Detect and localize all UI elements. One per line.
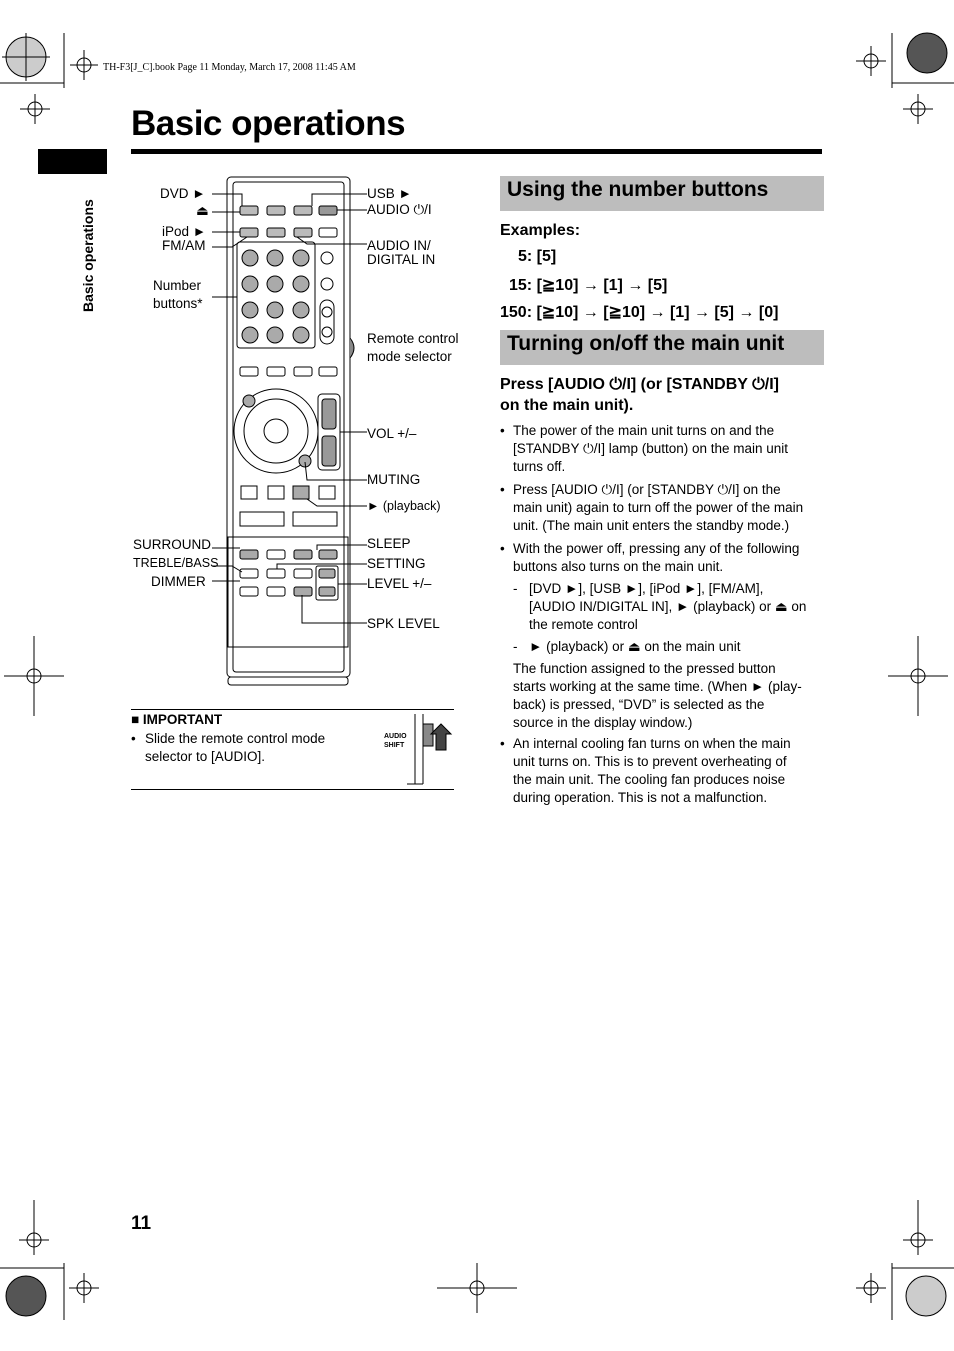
label-muting: MUTING: [367, 472, 421, 487]
label-dvd: DVD ►: [160, 186, 206, 201]
label-audio-in: AUDIO IN/: [367, 238, 431, 253]
label-treble-bass: TREBLE/BASS: [133, 556, 219, 570]
function-paragraph: The function assigned to the pressed button starts working at the same time. (When ► (play- back) is pressed, “DVD” is selected as the source in the display window.): [513, 661, 802, 730]
mode-switch-diagram: [405, 712, 455, 788]
label-mode-selector: mode selector: [367, 349, 452, 364]
side-tab-label: Basic operations: [80, 199, 96, 312]
label-usb: USB ►: [367, 186, 412, 201]
page-number: 11: [131, 1213, 152, 1234]
important-top-rule: [131, 709, 454, 710]
label-surround: SURROUND: [133, 537, 212, 552]
label-fm-am: FM/AM: [162, 238, 206, 253]
label-level: LEVEL +/–: [367, 576, 432, 591]
label-vol: VOL +/–: [367, 426, 417, 441]
example-5: 5: [5]: [518, 248, 557, 265]
bullet-any-button: • With the power off, pressing any of the following buttons also turns on the main unit.: [500, 541, 800, 574]
switch-label: AUDIO SHIFT: [384, 733, 407, 749]
label-eject: ⏏: [196, 203, 209, 218]
label-ipod: iPod ►: [162, 224, 207, 239]
label-audio-power: AUDIO ⏻/I: [367, 202, 432, 217]
label-remote-control: Remote control: [367, 331, 459, 346]
side-tab-block: [38, 149, 107, 174]
registration-mark-top-left: [0, 33, 64, 88]
registration-mark-bottom-right: [892, 1263, 954, 1320]
label-number: Number: [153, 278, 202, 293]
label-buttons: buttons*: [153, 296, 203, 311]
page-title: Basic operations: [131, 104, 406, 143]
label-digital-in: DIGITAL IN: [367, 252, 436, 267]
bullet-power-on: • The power of the main unit turns on and the [STANDBY ⏻/I] lamp (button) on the main unit turns off.: [500, 423, 789, 474]
example-150: 150: [≧10] → [≧10] → [1] → [5] → [0]: [500, 304, 779, 321]
registration-mark-bottom-left: [0, 1263, 64, 1320]
section-heading-power: Turning on/off the main unit: [500, 330, 824, 365]
important-bottom-rule: [131, 789, 454, 790]
label-playback: ► (playback): [367, 499, 441, 513]
label-sleep: SLEEP: [367, 536, 411, 551]
examples-label: Examples:: [500, 222, 581, 239]
example-15: 15: [≧10] → [1] → [5]: [509, 277, 668, 294]
press-instruction: Press [AUDIO ⏻/I] (or [STANDBY ⏻/I] on the main unit).: [500, 376, 779, 414]
print-header-info: TH-F3[J_C].book Page 11 Monday, March 17, 2008 11:45 AM: [103, 62, 356, 73]
label-spk-level: SPK LEVEL: [367, 616, 440, 631]
section-heading-number-buttons: Using the number buttons: [500, 176, 824, 211]
title-rule: [131, 149, 822, 154]
label-setting: SETTING: [367, 556, 426, 571]
registration-mark-top-right: [892, 33, 954, 88]
bullet-cooling-fan: • An internal cooling fan turns on when the main unit turns on. This is to prevent overheating of the main unit. The cooling fan produces noise during operation. This is not a malfunction.: [500, 736, 791, 805]
bullet-power-off: • Press [AUDIO ⏻/I] (or [STANDBY ⏻/I] on the main unit) again to turn off the power of the main unit. (The main unit enters the standby mode.): [500, 482, 804, 533]
up-arrow-icon: [431, 724, 451, 750]
label-dimmer: DIMMER: [151, 574, 206, 589]
dash-main-unit: - ► (playback) or ⏏ on the main unit: [513, 639, 741, 654]
important-heading: ■ IMPORTANT: [131, 712, 223, 727]
dash-remote-buttons: - [DVD ►], [USB ►], [iPod ►], [FM/AM], [AUDIO IN/DIGITAL IN], ► (playback) or ⏏ on the remote control: [513, 581, 807, 632]
important-text: • Slide the remote control mode selector to [AUDIO].: [131, 731, 326, 764]
